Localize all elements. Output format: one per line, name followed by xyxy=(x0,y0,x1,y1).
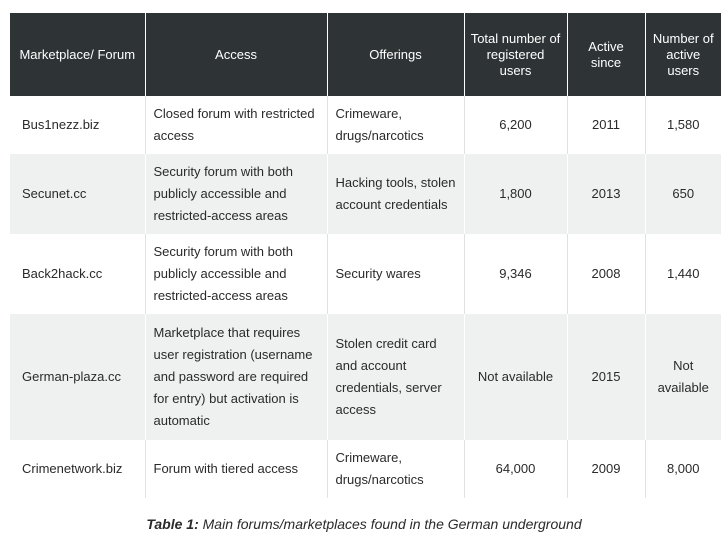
table-row xyxy=(10,154,721,234)
cell-access: Security forum with both publicly accessible and restricted-access areas xyxy=(145,234,327,314)
cell-active-since: 2009 xyxy=(567,440,645,498)
cell-name: Secunet.cc xyxy=(10,154,145,234)
cell-offerings: Stolen credit card and account credentials, server access xyxy=(327,314,464,440)
cell-active-since: 2015 xyxy=(567,314,645,440)
cell-offerings: Security wares xyxy=(327,234,464,314)
cell-active-since: 2008 xyxy=(567,234,645,314)
table-body xyxy=(10,96,721,498)
cell-access: Closed forum with restricted access xyxy=(145,96,327,154)
caption-label: Table 1: xyxy=(146,516,199,532)
table-row xyxy=(10,96,721,154)
header-registered-users: Total number of registered users xyxy=(464,13,567,96)
cell-name: German-plaza.cc xyxy=(10,314,145,440)
header-active-since: Active since xyxy=(567,13,645,96)
cell-offerings: Crimeware, drugs/narcotics xyxy=(327,440,464,498)
cell-offerings: Hacking tools, stolen account credentials xyxy=(327,154,464,234)
cell-registered-users: Not available xyxy=(464,314,567,440)
table-caption xyxy=(0,516,728,532)
cell-access: Marketplace that requires user registration (username and password are required for entry) but activation is automatic xyxy=(145,314,327,440)
caption-text: Main forums/marketplaces found in the German underground xyxy=(198,516,582,532)
table-row xyxy=(10,314,721,440)
cell-active-since: 2011 xyxy=(567,96,645,154)
table-row xyxy=(10,234,721,314)
cell-active-users: 1,440 xyxy=(645,234,721,314)
cell-active-since: 2013 xyxy=(567,154,645,234)
cell-offerings: Crimeware, drugs/narcotics xyxy=(327,96,464,154)
header-offerings: Offerings xyxy=(327,13,464,96)
cell-access: Security forum with both publicly accessible and restricted-access areas xyxy=(145,154,327,234)
header-marketplace: Marketplace/ Forum xyxy=(10,13,145,96)
header-access: Access xyxy=(145,13,327,96)
cell-registered-users: 64,000 xyxy=(464,440,567,498)
cell-access: Forum with tiered access xyxy=(145,440,327,498)
forums-table xyxy=(10,13,721,498)
cell-active-users: 8,000 xyxy=(645,440,721,498)
table-header xyxy=(10,13,721,96)
cell-name: Back2hack.cc xyxy=(10,234,145,314)
cell-active-users: 650 xyxy=(645,154,721,234)
header-active-users: Number of active users xyxy=(652,30,714,78)
header-row xyxy=(10,13,721,96)
cell-registered-users: 6,200 xyxy=(464,96,567,154)
cell-name: Bus1nezz.biz xyxy=(10,96,145,154)
cell-active-users: Not available xyxy=(645,314,721,440)
table-row xyxy=(10,440,721,498)
cell-active-users: 1,580 xyxy=(645,96,721,154)
cell-registered-users: 9,346 xyxy=(464,234,567,314)
cell-name: Crimenetwork.biz xyxy=(10,440,145,498)
cell-registered-users: 1,800 xyxy=(464,154,567,234)
